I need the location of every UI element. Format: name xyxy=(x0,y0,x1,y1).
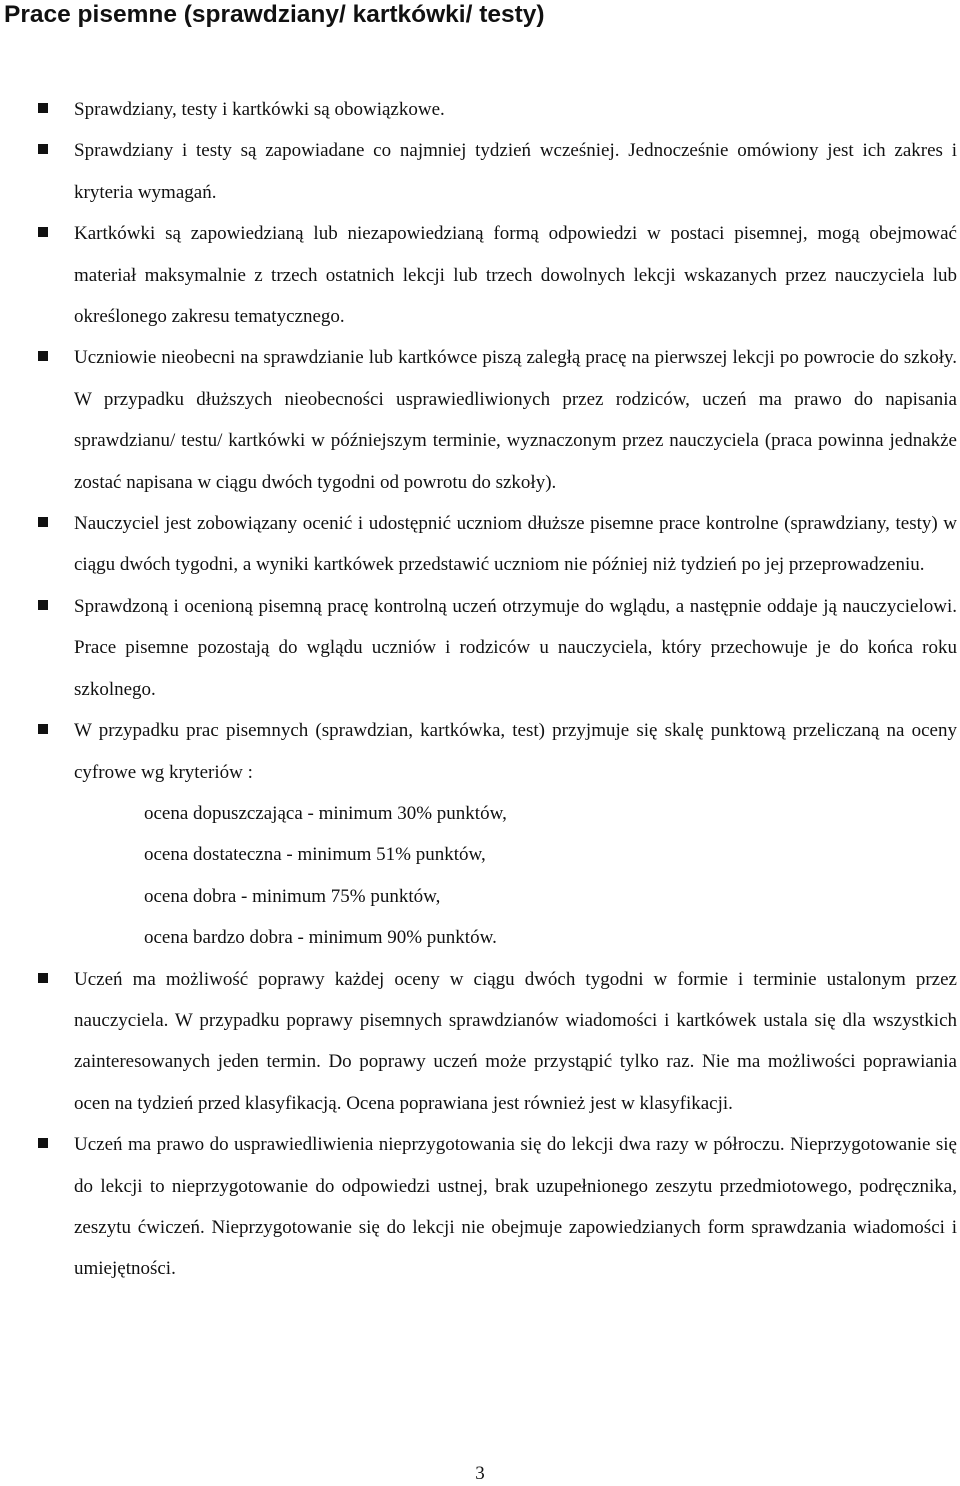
square-bullet-icon xyxy=(38,1138,48,1148)
list-item xyxy=(0,130,960,213)
square-bullet-icon xyxy=(38,973,48,983)
list-item-text: Sprawdziany i testy są zapowiadane co najmniej tydzień wcześniej. Jednocześnie omówiony jest ich zakres i kryteria wymagań. xyxy=(74,140,957,203)
square-bullet-icon xyxy=(38,517,48,527)
list-item xyxy=(0,503,960,586)
list-item-text: Uczniowie nieobecni na sprawdzianie lub kartkówce piszą zaległą pracę na pierwszej lekcji po powrocie do szkoły. W przypadku dłuższych nieobecności usprawiedliwionych przez rodziców, uczeń ma prawo do napisania sprawdzianu/ testu/ kartkówki w późniejszym terminie, wyznaczonym przez nauczyciela (praca powinna jednakże zostać napisana w ciągu dwóch tygodni od powrotu do szkoły). xyxy=(74,347,957,493)
list-item xyxy=(0,586,960,710)
grade-criterion: ocena dopuszczająca - minimum 30% punktów, xyxy=(144,802,507,824)
list-item xyxy=(0,89,960,130)
list-item xyxy=(0,959,960,1125)
square-bullet-icon xyxy=(38,351,48,361)
list-item-text: Uczeń ma możliwość poprawy każdej oceny w ciągu dwóch tygodni w formie i terminie ustalonym przez nauczyciela. W przypadku poprawy pisemnych sprawdzianów wiadomości i kartkówek ustala się dla wszystkich zainteresowanych jeden termin. Do poprawy uczeń może przystąpić tylko raz. Nie ma możliwości poprawiania ocen na tydzień przed klasyfikacją. Ocena poprawiana jest również jest w klasyfikacji. xyxy=(74,968,957,1114)
list-item-text: Uczeń ma prawo do usprawiedliwienia nieprzygotowania się do lekcji dwa razy w półroczu. Nieprzygotowanie się do lekcji to nieprzygotowanie do odpowiedzi ustnej, brak uzupełnionego zeszytu przedmiotowego, podręcznika, zeszytu ćwiczeń. Nieprzygotowanie się do lekcji nie obejmuje zapowiedzianych form sprawdzania wiadomości i umiejętności. xyxy=(74,1134,957,1280)
list-item-text: Sprawdziany, testy i kartkówki są obowiązkowe. xyxy=(74,99,445,120)
grade-criterion: ocena bardzo dobra - minimum 90% punktów. xyxy=(144,927,497,949)
square-bullet-icon xyxy=(38,144,48,154)
grade-criteria-list xyxy=(74,793,957,959)
list-item xyxy=(0,1124,960,1290)
list-item-text: Sprawdzoną i ocenioną pisemną pracę kontrolną uczeń otrzymuje do wglądu, a następnie oddaje ją nauczycielowi. Prace pisemne pozostają do wglądu uczniów i rodziców u nauczyciela, który przechowuje je do końca roku szkolnego. xyxy=(74,595,957,700)
list-item-text: W przypadku prac pisemnych (sprawdzian, kartkówka, test) przyjmuje się skalę punktową przeliczaną na oceny cyfrowe wg kryteriów : xyxy=(74,720,957,783)
square-bullet-icon xyxy=(38,724,48,734)
grade-criterion: ocena dobra - minimum 75% punktów, xyxy=(144,885,441,907)
square-bullet-icon xyxy=(38,600,48,610)
list-item xyxy=(0,337,960,503)
rules-list xyxy=(0,89,960,1290)
grade-criterion: ocena dostateczna - minimum 51% punktów, xyxy=(144,844,486,866)
list-item xyxy=(0,213,960,337)
list-item-grading-scale xyxy=(0,710,960,958)
section-heading: Prace pisemne (sprawdziany/ kartkówki/ testy) xyxy=(4,1,545,28)
square-bullet-icon xyxy=(38,103,48,113)
list-item-text: Nauczyciel jest zobowiązany ocenić i udostępnić uczniom dłuższe pisemne prace kontrolne (sprawdziany, testy) w ciągu dwóch tygodni, a wyniki kartkówek przedstawić uczniom nie później niż tydzień po jej przeprowadzeniu. xyxy=(74,513,957,576)
page-number: 3 xyxy=(475,1463,485,1484)
square-bullet-icon xyxy=(38,227,48,237)
list-item-text: Kartkówki są zapowiedzianą lub niezapowiedzianą formą odpowiedzi w postaci pisemnej, mogą obejmować materiał maksymalnie z trzech ostatnich lekcji lub trzech dowolnych lekcji wskazanych przez nauczyciela lub określonego zakresu tematycznego. xyxy=(74,223,957,328)
